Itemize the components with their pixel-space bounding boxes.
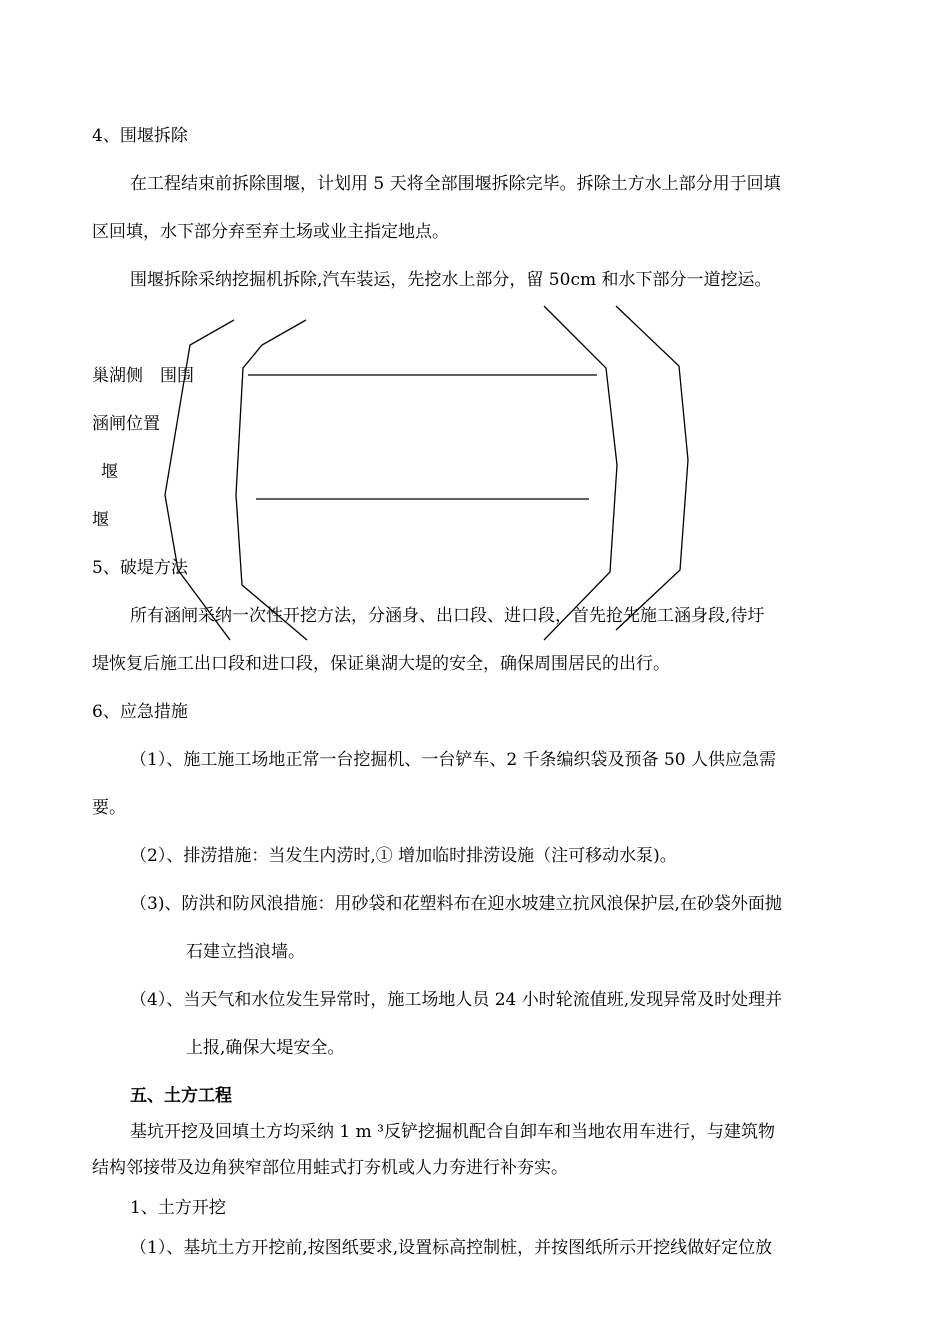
section-4-paragraph-2: 围堰拆除采纳挖掘机拆除,汽车装运，先挖水上部分，留 50cm 和水下部分一道挖运。 [130, 270, 772, 290]
section-4-paragraph-1-line-1: 在工程结束前拆除围堰，计划用 5 天将全部围堰拆除完毕。拆除土方水上部分用于回填 [130, 174, 781, 194]
inner-right-cofferdam-line [544, 306, 617, 640]
diagram-label-cofferdam-1: 围围 [160, 366, 194, 386]
section-6-item-4-line-2: 上报,确保大堤安全。 [186, 1038, 345, 1058]
section-6-item-3-line-1: （3)、防洪和防风浪措施：用砂袋和花塑料布在迎水坡建立抗风浪保护层,在砂袋外面抛 [130, 894, 782, 914]
subsection-1-item-1: （1）、基坑土方开挖前,按图纸要求,设置标高控制桩，并按图纸所示开挖线做好定位放 [130, 1238, 773, 1258]
part-5-paragraph-line-1: 基坑开挖及回填土方均采纳 1 m ³反铲挖掘机配合自卸车和当地农用车进行，与建筑物 [130, 1122, 775, 1142]
section-5-paragraph-line-2: 堤恢复后施工出口段和进口段，保证巢湖大堤的安全，确保周围居民的出行。 [92, 654, 670, 674]
diagram-label-weir-2: 堰 [92, 510, 109, 530]
section-5-paragraph-line-1: 所有涵闸采纳一次性开挖方法，分涵身、出口段、进口段，首先抢先施工涵身段,待圩 [130, 606, 765, 626]
section-4-paragraph-1-line-2: 区回填，水下部分弃至弃土场或业主指定地点。 [92, 222, 449, 242]
diagram-label-weir-1: 堰 [101, 462, 118, 482]
section-6-item-3-line-2: 石建立挡浪墙。 [186, 942, 305, 962]
section-4-heading: 4、围堰拆除 [92, 126, 188, 146]
section-6-item-1-line-2: 要。 [92, 798, 126, 818]
section-6-heading: 6、应急措施 [92, 702, 188, 722]
section-6-item-2: （2）、排涝措施：当发生内涝时,① 增加临时排涝设施（注可移动水泵)。 [130, 846, 677, 866]
outer-right-cofferdam-line [616, 306, 688, 630]
part-5-heading: 五、土方工程 [130, 1086, 232, 1106]
subsection-1-heading: 1、土方开挖 [130, 1198, 226, 1218]
section-6-item-1-line-1: （1）、施工施工场地正常一台挖掘机、一台铲车、2 千条编织袋及预备 50 人供应急需 [130, 750, 776, 770]
inner-left-cofferdam-line [236, 320, 307, 640]
diagram-label-sluice-location: 涵闸位置 [92, 414, 160, 434]
part-5-paragraph-line-2: 结构邻接带及边角狭窄部位用蛙式打夯机或人力夯进行补夯实。 [92, 1158, 568, 1178]
section-5-heading: 5、破堤方法 [92, 558, 188, 578]
diagram-label-lake-side: 巢湖侧 [92, 366, 143, 386]
section-6-item-4-line-1: （4）、当天气和水位发生异常时，施工场地人员 24 小时轮流值班,发现异常及时处理并 [130, 990, 783, 1010]
